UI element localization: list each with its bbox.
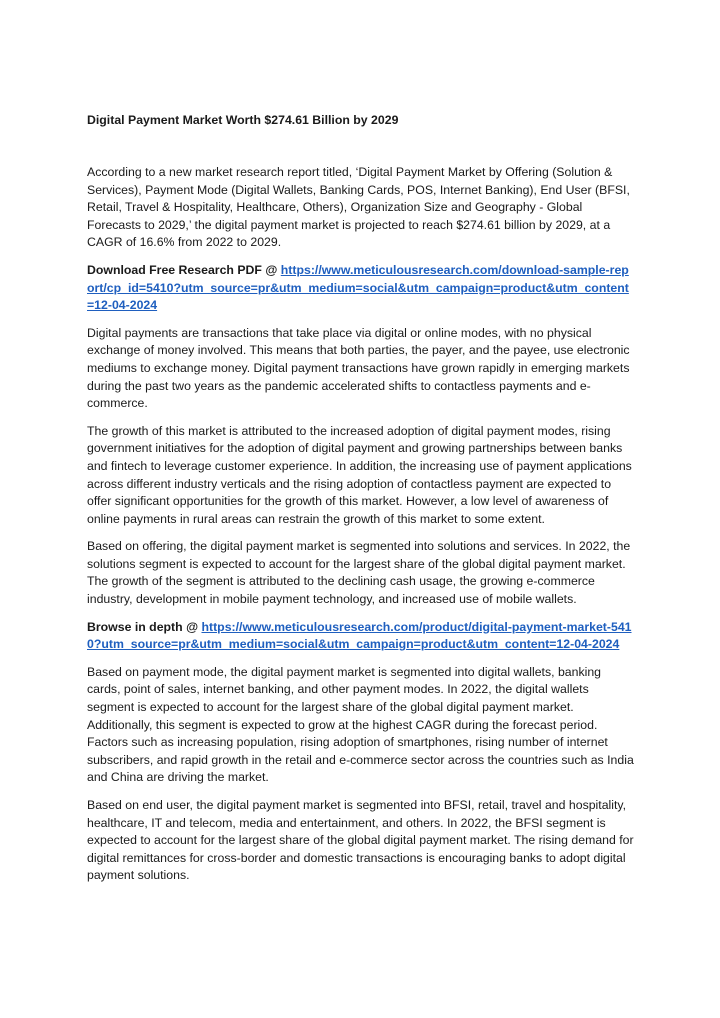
growth-drivers-paragraph: The growth of this market is attributed to the increased adoption of digital payment modes, rising government initiatives for the adoption of digital payment and growing partnerships between banks and fintech to leverage customer experience. In addition, the increasing use of payment applications across different industry verticals and the rising adoption of contactless payment are expected to offer significant opportunities for the growth of this market. However, a low level of awareness of online payments in rural areas can restrain the growth of this market to some extent. (87, 423, 632, 526)
end-user-paragraph: Based on end user, the digital payment market is segmented into BFSI, retail, travel and hospitality, healthcare, IT and telecom, media and entertainment, and others. In 2022, the BFSI segment is expected to account for the largest share of the global digital payment market. The rising demand for digital remittances for cross-border and domestic transactions is encouraging banks to adopt digital payment solutions. (87, 798, 634, 883)
intro-paragraph: According to a new market research report titled, ‘Digital Payment Market by Offering (Solution & Services), Payment Mode (Digital Wallets, Banking Cards, POS, Internet Banking), End User (BFSI, Retail, Travel & Hospitality, Healthcare, Others), Organization Size and Geography - Global Forecasts to 2029,’ the digital payment market is projected to reach $274.61 billion by 2029, at a CAGR of 16.6% from 2022 to 2029. (87, 165, 630, 250)
document-body (87, 112, 635, 895)
download-label: Download Free Research PDF @ (87, 262, 281, 277)
payment-mode-paragraph: Based on payment mode, the digital payment market is segmented into digital wallets, banking cards, point of sales, internet banking, and other payment modes. In 2022, the digital wallets segment is expected to account for the largest share of the global digital payment market. Additionally, this segment is expected to grow at the highest CAGR during the forecast period. Factors such as increasing population, rising adoption of smartphones, rising number of internet subscribers, and rapid growth in the retail and e-commerce sector across the countries such as India and China are driving the market. (87, 664, 634, 785)
browse-paragraph (87, 619, 635, 654)
offering-paragraph: Based on offering, the digital payment market is segmented into solutions and services. In 2022, the solutions segment is expected to account for the largest share of the global digital payment market. The growth of the segment is attributed to the declining cash usage, the growing e-commerce industry, development in mobile payment technology, and increased use of mobile wallets. (87, 539, 631, 607)
browse-link[interactable]: https://www.meticulousresearch.com/product/digital-payment-market-5410?utm_source=pr&utm_medium=social&utm_campaign=product&utm_content=12-04-2024 (87, 619, 632, 652)
document-title: Digital Payment Market Worth $274.61 Billion by 2029 (87, 113, 399, 127)
download-paragraph (87, 262, 635, 315)
definition-paragraph: Digital payments are transactions that take place via digital or online modes, with no physical exchange of money involved. This means that both parties, the payer, and the payee, use electronic mediums to exchange money. Digital payment transactions have grown rapidly in emerging markets during the past two years as the pandemic accelerated shifts to contactless payments and e-commerce. (87, 325, 630, 411)
browse-label: Browse in depth @ (87, 619, 202, 634)
download-link[interactable]: https://www.meticulousresearch.com/download-sample-report/cp_id=5410?utm_source=pr&utm_medium=social&utm_campaign=product&utm_content=12-04-2024 (87, 262, 629, 313)
